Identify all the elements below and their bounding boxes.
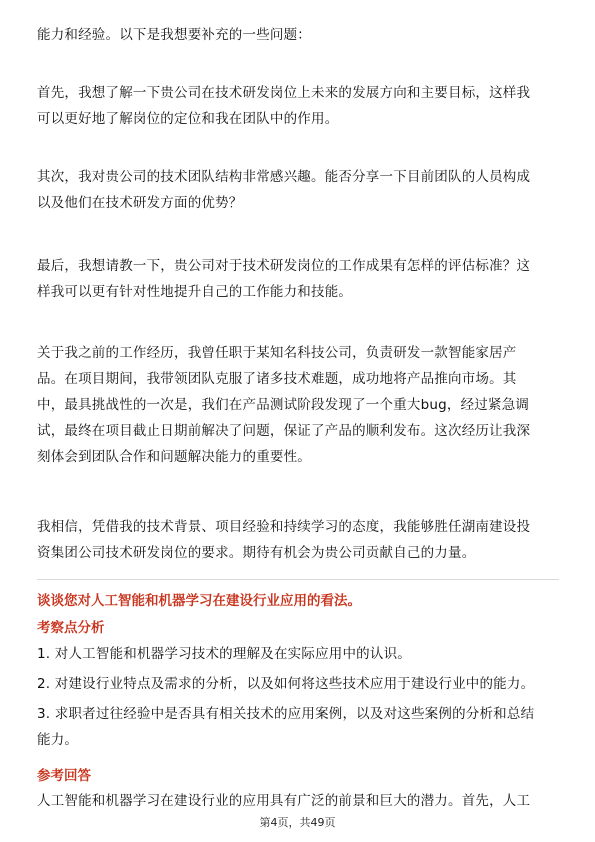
paragraph-first-question: 首先，我想了解一下贵公司在技术研发岗位上未来的发展方向和主要目标，这样我 可以更好地了解岗位的定位和我在团队中的作用。 xyxy=(37,85,531,127)
paragraph-second-question: 其次，我对贵公司的技术团队结构非常感兴趣。能否分享一下目前团队的人员构成 以及他们在技术研发方面的优势？ xyxy=(37,169,531,211)
analysis-title: 考察点分析 xyxy=(37,620,105,636)
answer-text: 人工智能和机器学习在建设行业的应用具有广泛的前景和巨大的潜力。首先，人工 xyxy=(37,793,531,809)
analysis-item-2: 2. 对建设行业特点及需求的分析，以及如何将这些技术应用于建设行业中的能力。 xyxy=(37,676,535,692)
answer-title: 参考回答 xyxy=(37,768,91,784)
paragraph-intro: 能力和经验。以下是我想要补充的一些问题： xyxy=(37,27,311,43)
analysis-item-3: 3. 求职者过往经验中是否具有相关技术的应用案例，以及对这些案例的分析和总结 能力。 xyxy=(37,706,535,748)
paragraph-work-experience: 关于我之前的工作经历，我曾任职于某知名科技公司，负责研发一款智能家居产 品。在项目期间，我带领团队克服了诸多技术难题，成功地将产品推向市场。其 中，最具挑战性的一次是，我们在产品测试阶段发现了一个重大bug，经过紧急调 试，最终在项目截止日期前解决了问题，保证了产品的顺利发布。这次经历让我深 刻体会到团队合作和问题解决能力的重要性。 xyxy=(37,345,531,465)
section-divider xyxy=(37,579,559,580)
interview-question: 谈谈您对人工智能和机器学习在建设行业应用的看法。 xyxy=(37,593,361,609)
paragraph-conclusion: 我相信，凭借我的技术背景、项目经验和持续学习的态度，我能够胜任湖南建设投 资集团公司技术研发岗位的要求。期待有机会为贵公司贡献自己的力量。 xyxy=(37,519,531,561)
page-number: 第4页，共49页 xyxy=(259,816,336,829)
analysis-item-1: 1. 对人工智能和机器学习技术的理解及在实际应用中的认识。 xyxy=(37,646,411,662)
paragraph-third-question: 最后，我想请教一下，贵公司对于技术研发岗位的工作成果有怎样的评估标准？这 样我可以更有针对性地提升自己的工作能力和技能。 xyxy=(37,258,531,300)
